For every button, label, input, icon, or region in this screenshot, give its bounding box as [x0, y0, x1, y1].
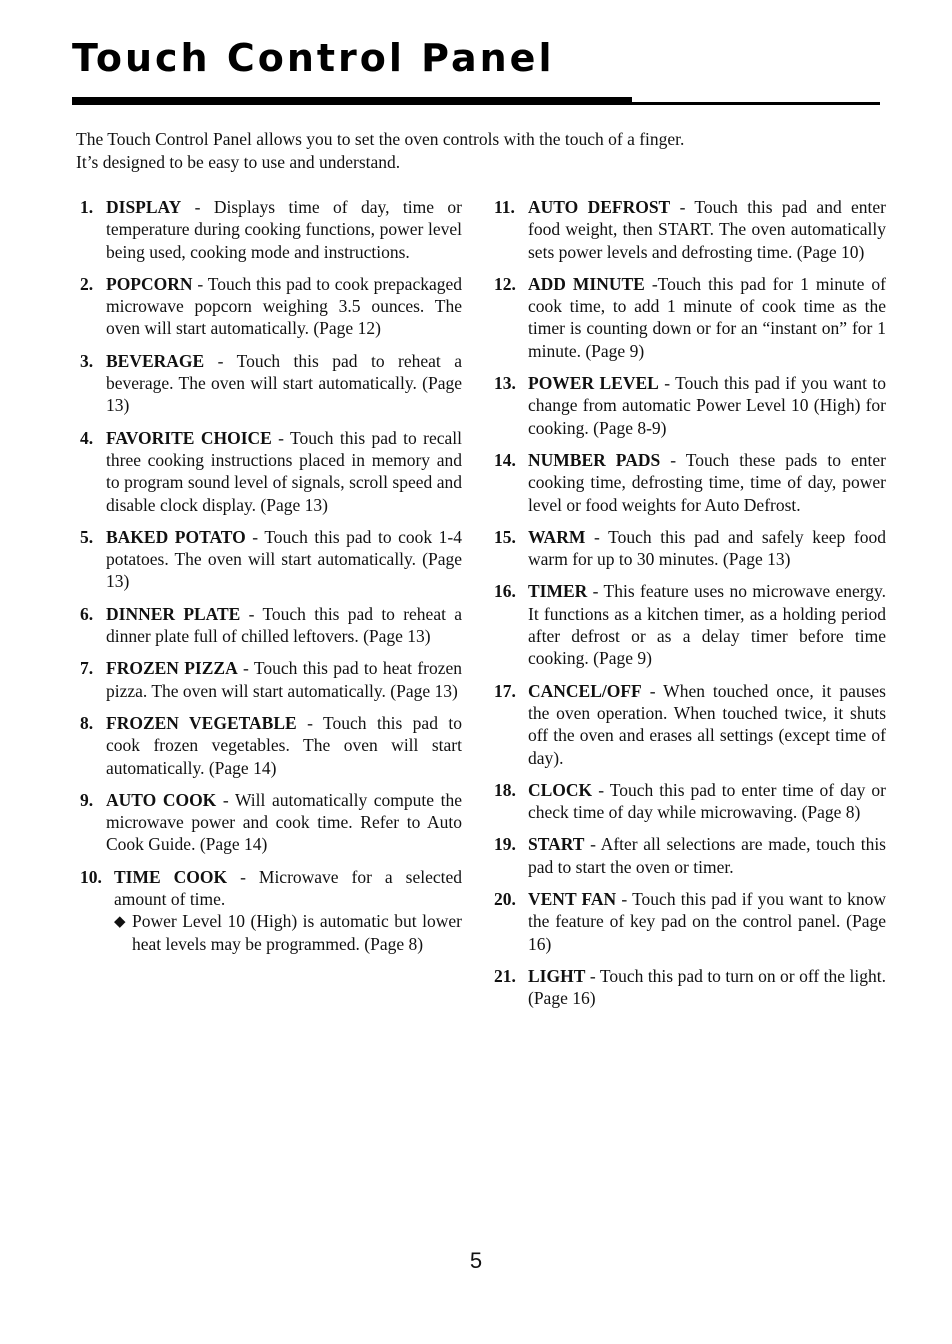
item-term: FROZEN VEGETABLE: [106, 712, 297, 733]
item-number: 19.: [494, 834, 516, 855]
item-term: FAVORITE CHOICE: [106, 427, 272, 448]
item-text: - Touch this pad to enter time of day or check time of day while microwaving. (Page 8): [528, 779, 886, 823]
item-text: - Touch this pad to heat frozen pizza. The oven will start automatically. (Page 13): [106, 658, 463, 701]
item-text: - When touched once, it pauses the oven operation. When touched twice, it shuts off the oven and erases all settings (except time of day).: [528, 680, 886, 768]
item-text: - Touch this pad to recall three cooking instructions placed in memory and to program sound level of signals, scroll speed and disable clock display. (Page 13): [106, 427, 462, 515]
item-number: 2.: [80, 273, 94, 294]
list-item: [494, 372, 886, 439]
item-number: 6.: [80, 603, 94, 624]
item-number: 8.: [80, 712, 94, 733]
list-item: [80, 657, 462, 702]
list-item: [494, 965, 886, 1010]
item-number: 11.: [494, 197, 515, 217]
page-number: 5: [469, 1248, 483, 1273]
item-term: ADD MINUTE: [528, 273, 645, 294]
item-number: 1.: [80, 197, 94, 217]
list-item: [494, 580, 886, 669]
item-text: - Touch this pad to reheat a beverage. The oven will start automatically. (Page 13): [106, 350, 462, 416]
item-term: BAKED POTATO: [106, 526, 246, 547]
item-term: AUTO DEFROST: [528, 197, 671, 217]
item-text: - Will automatically compute the microwave power and cook time. Refer to Auto Cook Guide. (Page 14): [106, 789, 463, 855]
list-item: [494, 273, 886, 362]
item-term: NUMBER PADS: [528, 449, 661, 470]
list-item: [494, 680, 886, 769]
item-term: AUTO COOK: [106, 789, 217, 810]
item-number: 4.: [80, 427, 94, 448]
list-item: [80, 350, 462, 417]
list-item: [80, 526, 462, 593]
item-term: WARM: [528, 526, 586, 547]
item-term: START: [528, 834, 585, 855]
item-text: - Touch these pads to enter cooking time, defrosting time, time of day, power level or food weights for Auto Defrost.: [528, 449, 886, 515]
list-item: [494, 888, 886, 955]
item-text: - This feature uses no microwave energy. It functions as a kitchen timer, as a holding period after defrost or as a delay timer before time cooking. (Page 9): [528, 581, 886, 669]
item-number: 16.: [494, 581, 516, 602]
item-term: DISPLAY: [106, 197, 182, 217]
item-number: 10.: [80, 866, 102, 887]
list-item: [80, 196, 462, 263]
page-title: Touch Control Panel: [72, 36, 555, 80]
item-text: - Displays time of day, time or temperature during cooking functions, power level being used, cooking mode and instructions.: [106, 197, 462, 262]
sub-bullet: [114, 910, 462, 955]
item-term: TIMER: [528, 581, 588, 602]
item-term: TIME COOK: [114, 866, 228, 887]
list-item: [494, 526, 886, 571]
list-item: [494, 779, 886, 824]
right-column: [494, 196, 886, 1020]
item-text: - After all selections are made, touch this pad to start the oven or timer.: [528, 834, 886, 877]
list-item: [80, 712, 462, 779]
intro: [76, 128, 876, 174]
item-term: POWER LEVEL: [528, 373, 659, 394]
list-item: [80, 866, 462, 955]
item-term: FROZEN PIZZA: [106, 658, 238, 679]
item-term: CANCEL/OFF: [528, 680, 642, 701]
item-term: LIGHT: [528, 965, 586, 986]
intro-line: The Touch Control Panel allows you to set the oven controls with the touch of a finger.: [76, 129, 685, 149]
list-item: [80, 273, 462, 340]
item-text: -Touch this pad for 1 minute of cook time, to add 1 minute of cook time as the timer is counting down or for an “instant on” for 1 minute. (Page 9): [528, 273, 886, 361]
item-text: - Touch this pad to cook prepackaged microwave popcorn weighing 3.5 ounces. The oven will start automatically. (Page 12): [106, 273, 462, 339]
item-text: - Touch this pad and safely keep food warm for up to 30 minutes. (Page 13): [528, 526, 886, 570]
item-number: 12.: [494, 273, 516, 294]
list-item: [80, 427, 462, 516]
item-number: 3.: [80, 350, 94, 371]
item-text: - Touch this pad and enter food weight, then START. The oven automatically sets power levels and defrosting time. (Page 10): [528, 197, 886, 262]
item-number: 21.: [494, 965, 516, 986]
item-number: 14.: [494, 449, 516, 470]
item-number: 20.: [494, 889, 516, 910]
list-item: [80, 603, 462, 648]
item-number: 7.: [80, 658, 94, 679]
item-number: 17.: [494, 680, 516, 701]
item-number: 18.: [494, 779, 516, 800]
diamond-bullet-icon: ◆: [114, 912, 126, 931]
item-number: 13.: [494, 373, 516, 394]
item-text: - Microwave for a selected amount of time.: [114, 866, 462, 910]
item-text: - Touch this pad to cook frozen vegetables. The oven will start automatically. (Page 14): [106, 712, 462, 778]
item-text: - Touch this pad to reheat a dinner plate full of chilled leftovers. (Page 13): [106, 603, 462, 647]
title-rule: [72, 97, 880, 105]
list-item: [494, 196, 886, 263]
item-term: CLOCK: [528, 779, 593, 800]
list-item: [494, 833, 886, 878]
intro-line: It’s designed to be easy to use and understand.: [76, 152, 401, 172]
item-term: VENT FAN: [528, 889, 617, 910]
item-term: POPCORN: [106, 273, 193, 294]
item-term: BEVERAGE: [106, 350, 205, 371]
list-item: [494, 449, 886, 516]
sub-bullet-text: Power Level 10 (High) is automatic but lower heat levels may be programmed. (Page 8): [132, 911, 462, 954]
list-item: [80, 789, 462, 856]
item-text: - Touch this pad if you want to change from automatic Power Level 10 (High) for cooking. (Page 8-9): [528, 373, 886, 438]
item-number: 15.: [494, 526, 516, 547]
item-term: DINNER PLATE: [106, 603, 241, 624]
left-column: [80, 196, 462, 965]
item-text: - Touch this pad if you want to know the feature of key pad on the control panel. (Page 16): [528, 889, 886, 954]
item-text: - Touch this pad to turn on or off the light. (Page 16): [528, 965, 886, 1009]
item-text: - Touch this pad to cook 1-4 potatoes. The oven will start automatically. (Page 13): [106, 526, 462, 592]
item-number: 5.: [80, 526, 94, 547]
item-number: 9.: [80, 789, 94, 810]
